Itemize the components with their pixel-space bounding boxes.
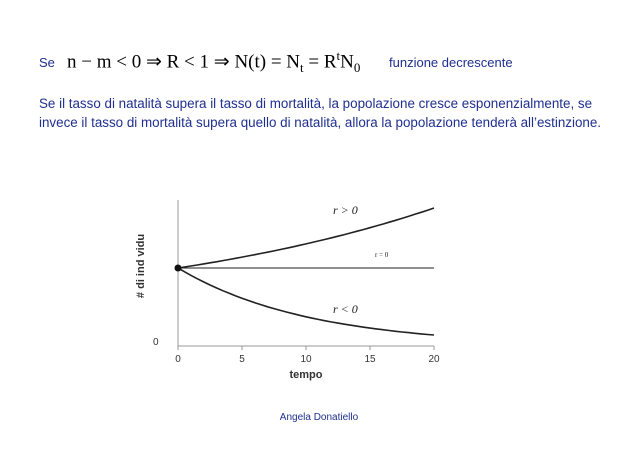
x-tick-label: 20 bbox=[428, 354, 440, 365]
formula-prefix: Se bbox=[39, 55, 55, 70]
population-chart bbox=[125, 190, 445, 385]
explanation-paragraph: Se il tasso di natalità supera il tasso di mortalità, la popolazione cresce esponenzialmente, se invece il tasso di mortalità supera quello di natalità, allora la popolazione tenderà all’estinzione. bbox=[39, 96, 602, 130]
series-label-r-positive: r > 0 bbox=[333, 203, 358, 217]
series-label-r-zero: r = 0 bbox=[375, 251, 389, 259]
formula-sub-0: 0 bbox=[353, 60, 361, 76]
start-point bbox=[175, 265, 182, 272]
x-tick-label: 10 bbox=[300, 354, 312, 365]
formula-equals-r: = R bbox=[303, 51, 337, 73]
x-tick-label: 15 bbox=[364, 354, 376, 365]
formula-sub-t: t bbox=[300, 60, 304, 76]
y-tick-label: 0 bbox=[153, 337, 159, 348]
footer-author: Angela Donatiello bbox=[279, 412, 359, 423]
series-line-r-positive bbox=[178, 208, 434, 268]
formula-sup-t: t bbox=[336, 48, 341, 63]
series-line-r-negative bbox=[178, 268, 434, 335]
formula-n0: N bbox=[340, 51, 354, 73]
y-axis-label: # di ind vidu bbox=[135, 233, 147, 299]
formula-line bbox=[39, 44, 629, 74]
x-axis-label: tempo bbox=[289, 369, 323, 381]
x-tick-label: 5 bbox=[239, 354, 245, 365]
formula-math bbox=[67, 48, 360, 76]
series-label-r-negative: r < 0 bbox=[333, 302, 358, 316]
formula-suffix: funzione decrescente bbox=[389, 55, 513, 70]
formula-main: n − m < 0 ⇒ R < 1 ⇒ N(t) = N bbox=[67, 51, 301, 73]
x-tick-label: 0 bbox=[175, 354, 181, 365]
